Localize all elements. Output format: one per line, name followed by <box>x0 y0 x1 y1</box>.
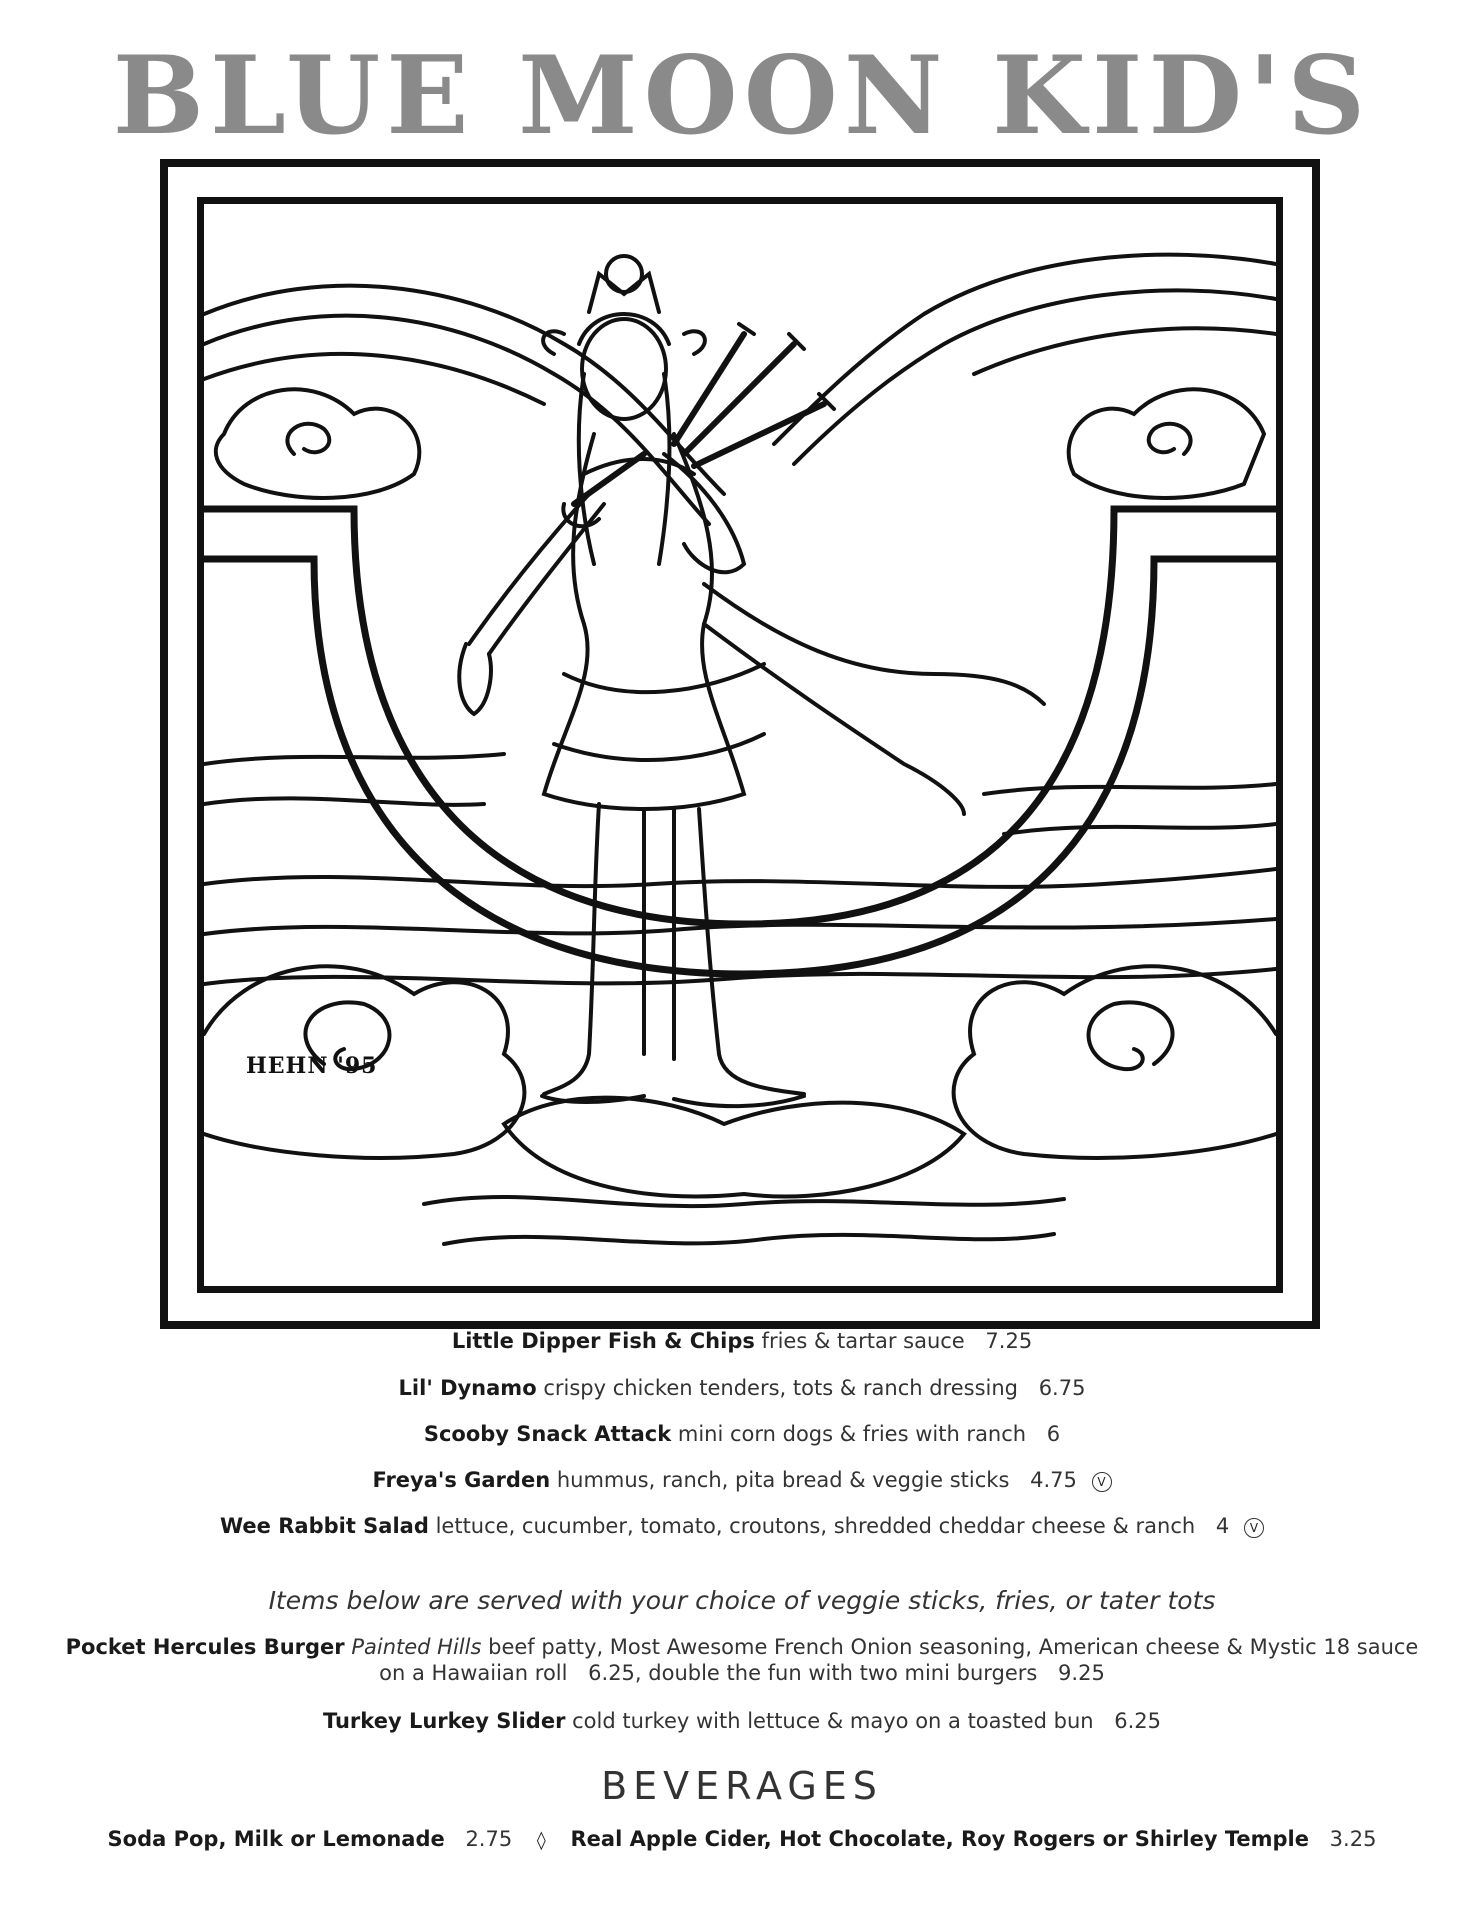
menu-item <box>0 1513 1484 1539</box>
menu-item-continued <box>0 1660 1484 1686</box>
item-name: Freya's Garden <box>372 1468 551 1492</box>
menu-item <box>0 1634 1484 1660</box>
menu-item <box>0 1375 1484 1401</box>
item-name: Pocket Hercules Burger <box>65 1635 345 1659</box>
menu-item <box>0 1708 1484 1734</box>
item-name: Little Dipper Fish & Chips <box>451 1329 755 1353</box>
item-price: 6.25 <box>1114 1709 1162 1733</box>
beverage-price: 2.75 <box>465 1827 513 1851</box>
item-price: 6 <box>1046 1422 1061 1446</box>
vegetarian-icon: V <box>1244 1518 1264 1538</box>
diamond-separator-icon: ◊ <box>536 1830 546 1851</box>
item-description: cold turkey with lettuce & mayo on a toasted bun <box>572 1709 1094 1733</box>
beverage-name: Soda Pop, Milk or Lemonade <box>107 1827 445 1851</box>
beverages-heading: BEVERAGES <box>601 1764 883 1808</box>
item-description: on a Hawaiian roll <box>379 1661 568 1685</box>
illustration-inner-frame <box>197 197 1283 1293</box>
item-description-brand: Painted Hills <box>351 1635 482 1659</box>
artist-signature: HEHN '95 <box>246 1053 378 1079</box>
item-name: Turkey Lurkey Slider <box>322 1709 566 1733</box>
item-description: lettuce, cucumber, tomato, croutons, shredded cheddar cheese & ranch <box>435 1514 1196 1538</box>
item-description: mini corn dogs & fries with ranch <box>677 1422 1027 1446</box>
item-extra: double the fun with two mini burgers <box>648 1661 1038 1685</box>
item-price: 6.75 <box>1038 1376 1086 1400</box>
beverage-name: Real Apple Cider, Hot Chocolate, Roy Rogers or Shirley Temple <box>570 1827 1309 1851</box>
item-name: Scooby Snack Attack <box>423 1422 672 1446</box>
bagpiper-illustration <box>204 204 1276 1286</box>
item-description: beef patty, Most Awesome French Onion seasoning, American cheese & Mystic 18 sauce <box>488 1635 1419 1659</box>
item-name: Lil' Dynamo <box>398 1376 537 1400</box>
menu-item <box>0 1421 1484 1447</box>
menu-item <box>0 1467 1484 1493</box>
item-description: fries & tartar sauce <box>761 1329 965 1353</box>
item-description: crispy chicken tenders, tots & ranch dressing <box>543 1376 1018 1400</box>
sides-note: Items below are served with your choice of veggie sticks, fries, or tater tots <box>268 1586 1216 1615</box>
item-price: 6.25, <box>588 1661 642 1685</box>
item-name: Wee Rabbit Salad <box>220 1514 429 1538</box>
item-price: 7.25 <box>985 1329 1033 1353</box>
item-price: 4 <box>1215 1514 1230 1538</box>
beverage-price: 3.25 <box>1329 1827 1377 1851</box>
item-price: 4.75 <box>1030 1468 1077 1492</box>
item-description: hummus, ranch, pita bread & veggie sticks <box>556 1468 1010 1492</box>
item-extra-price: 9.25 <box>1058 1661 1105 1685</box>
beverages-line <box>0 1826 1484 1854</box>
menu-item <box>0 1328 1484 1354</box>
menu-title: BLUE MOON KID'S <box>112 33 1372 159</box>
vegetarian-icon: V <box>1092 1472 1112 1492</box>
